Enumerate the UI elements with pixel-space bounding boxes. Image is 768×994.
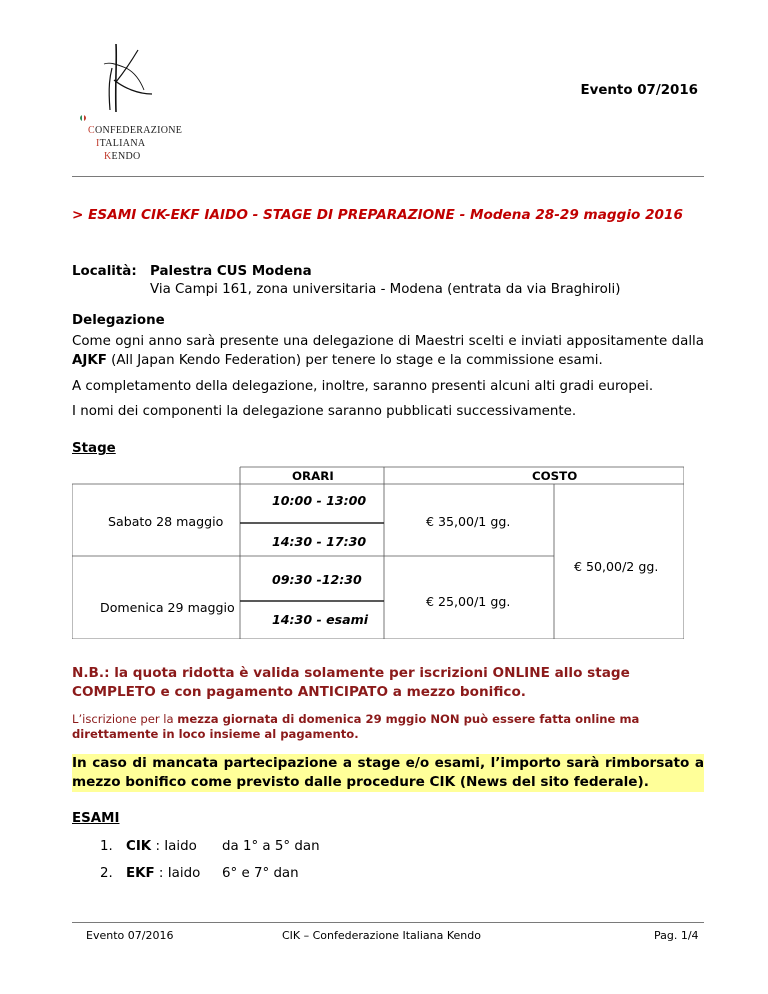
header-divider xyxy=(72,176,704,177)
time-slot: 14:30 - esami xyxy=(272,612,369,627)
footer-event-code: Evento 07/2016 xyxy=(86,929,174,942)
logo-line-3: KENDO xyxy=(104,151,141,162)
location-name: Palestra CUS Modena xyxy=(150,264,312,279)
stage-heading: Stage xyxy=(72,441,116,456)
day-label-domenica: Domenica 29 maggio xyxy=(100,600,235,615)
event-code-header: Evento 07/2016 xyxy=(580,83,698,98)
esami-heading: ESAMI xyxy=(72,811,120,826)
italian-flag-icon xyxy=(80,115,86,121)
logo-line-2: ITALIANA xyxy=(96,138,146,149)
time-slot: 10:00 - 13:00 xyxy=(272,493,367,508)
cost-sabato: € 35,00/1 gg. xyxy=(426,514,511,529)
day-label-sabato: Sabato 28 maggio xyxy=(108,514,224,529)
footer-page-number: Pag. 1/4 xyxy=(654,929,699,942)
cost-domenica: € 25,00/1 gg. xyxy=(426,594,511,609)
column-header-orari: ORARI xyxy=(292,469,334,483)
document-title: > ESAMI CIK-EKF IAIDO - STAGE DI PREPARAZIONE - Modena 28-29 maggio 2016 xyxy=(72,207,683,223)
delegazione-heading: Delegazione xyxy=(72,313,165,328)
footer-organization: CIK – Confederazione Italiana Kendo xyxy=(282,929,481,942)
time-slot: 09:30 -12:30 xyxy=(272,572,362,587)
location-label: Località: xyxy=(72,264,137,279)
cik-logo xyxy=(72,42,182,162)
delegazione-paragraph-3: I nomi dei componenti la delegazione saranno pubblicati successivamente. xyxy=(72,404,577,419)
footer-divider xyxy=(72,922,704,923)
half-day-registration-note: L’iscrizione per la mezza giornata di domenica 29 mggio NON può essere fatta online ma direttamente in loco insieme al pagamento. xyxy=(72,712,640,741)
exam-item: 1. CIK : Iaido da 1° a 5° dan xyxy=(100,839,320,854)
nb-reduced-fee-note: N.B.: la quota ridotta è valida solamente per iscrizioni ONLINE allo stage COMPLETO e con pagamento ANTICIPATO a mezzo bonifico. xyxy=(72,665,630,700)
cost-two-days: € 50,00/2 gg. xyxy=(574,559,659,574)
k-brush-logo-icon xyxy=(86,42,156,114)
delegazione-paragraph-1: Come ogni anno sarà presente una delegazione di Maestri scelti e inviati appositamente dalla AJKF (All Japan Kendo Federation) per tenere lo stage e la commissione esami. xyxy=(72,334,704,368)
refund-highlight-note: In caso di mancata partecipazione a stage e/o esami, l’importo sarà rimborsato a mezzo bonifico come previsto dalle procedure CIK (News del sito federale). xyxy=(72,755,704,790)
stage-schedule-table xyxy=(72,464,684,639)
exam-item: 2. EKF : Iaido 6° e 7° dan xyxy=(100,866,299,881)
logo-line-1: CONFEDERAZIONE xyxy=(88,125,183,136)
location-address: Via Campi 161, zona universitaria - Modena (entrata da via Braghiroli) xyxy=(150,282,621,297)
column-header-costo: COSTO xyxy=(532,469,578,483)
time-slot: 14:30 - 17:30 xyxy=(272,534,367,549)
delegazione-paragraph-2: A completamento della delegazione, inoltre, saranno presenti alcuni alti gradi europei. xyxy=(72,379,654,394)
